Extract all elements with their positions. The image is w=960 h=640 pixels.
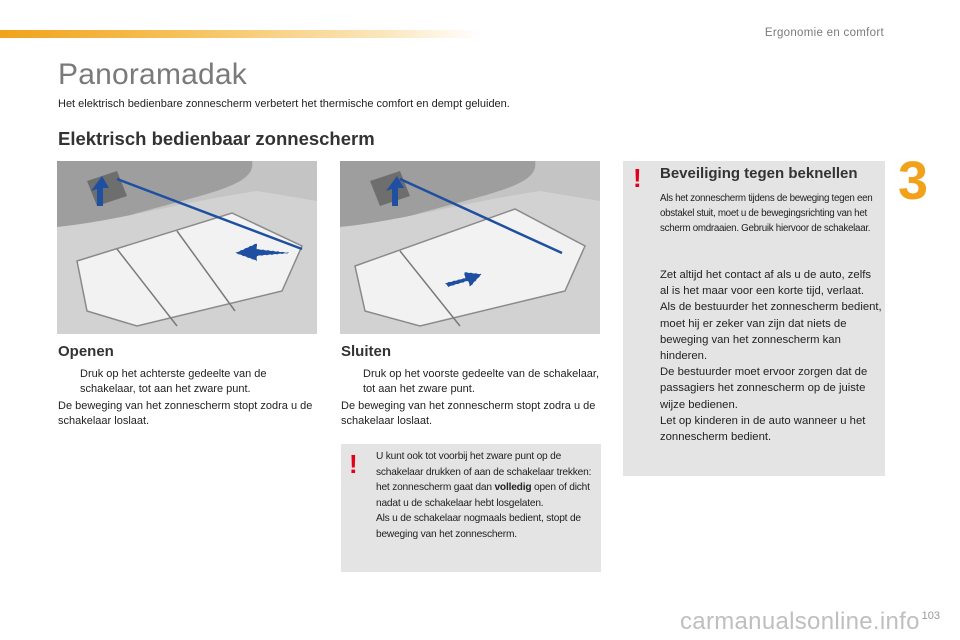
safety-paragraph: De bestuurder moet ervoor zorgen dat de passagiers het zonnescherm op de juiste wijze bedienen.	[660, 366, 868, 411]
intro-text: Het elektrisch bedienbare zonnescherm verbetert het thermische comfort en dempt geluiden.	[58, 98, 510, 110]
page-title: Panoramadak	[58, 58, 247, 91]
section-label: Ergonomie en comfort	[764, 27, 884, 39]
info-text-part1: U kunt ook tot voorbij het zware punt op de schakelaar drukken of aan de schakelaar trekken: het zonnescherm gaat dan	[376, 451, 592, 493]
close-step-text: Druk op het voorste gedeelte van de schakelaar, tot aan het zware punt.	[363, 368, 600, 395]
exclamation-icon: !	[633, 163, 642, 193]
safety-small-text: Als het zonnescherm tijdens de beweging tegen een obstakel stuit, moet u de bewegingsrichting van het scherm omdraaien. Gebruik hiervoor de schakelaar.	[660, 193, 873, 235]
open-instructions	[58, 367, 320, 429]
open-heading: Openen	[58, 343, 114, 360]
info-text-extra: Als u de schakelaar nogmaals bedient, stopt de beweging van het zonnescherm.	[376, 513, 581, 540]
close-note-text: De beweging van het zonnescherm stopt zodra u de schakelaar loslaat.	[341, 400, 596, 427]
info-text-part2: open of dicht nadat u de schakelaar hebt losgelaten.	[376, 482, 590, 509]
sunroof-open-illustration	[57, 161, 317, 334]
close-heading: Sluiten	[341, 343, 392, 360]
safety-paragraph: Als de bestuurder het zonnescherm bedient, moet hij er zeker van zijn dat niets de beweging van het zonnescherm kan hinderen.	[660, 301, 882, 363]
section-subtitle: Elektrisch bedienbaar zonnescherm	[58, 128, 375, 149]
safety-paragraph: Zet altijd het contact af als u de auto, zelfs al is het maar voor een korte tijd, verlaat.	[660, 269, 871, 298]
safety-body	[660, 267, 882, 445]
open-step-text: Druk op het achterste gedeelte van de schakelaar, tot aan het zware punt.	[80, 368, 267, 395]
exclamation-icon: !	[349, 449, 358, 479]
watermark: carmanualsonline.info	[680, 608, 920, 635]
open-note-text: De beweging van het zonnescherm stopt zodra u de schakelaar loslaat.	[58, 400, 313, 427]
sunroof-close-illustration	[340, 161, 600, 334]
header-accent-bar	[0, 30, 480, 38]
safety-box	[623, 161, 885, 476]
safety-title: Beveiliging tegen beknellen	[660, 165, 858, 182]
info-box-text	[376, 449, 596, 542]
info-text-bold: volledig	[494, 482, 532, 493]
safety-paragraph: Let op kinderen in de auto wanneer u het zonnescherm bedient.	[660, 414, 866, 444]
info-box	[341, 444, 601, 572]
chapter-number: 3	[898, 151, 929, 211]
close-instructions	[341, 367, 603, 429]
page-number: 103	[921, 610, 940, 622]
